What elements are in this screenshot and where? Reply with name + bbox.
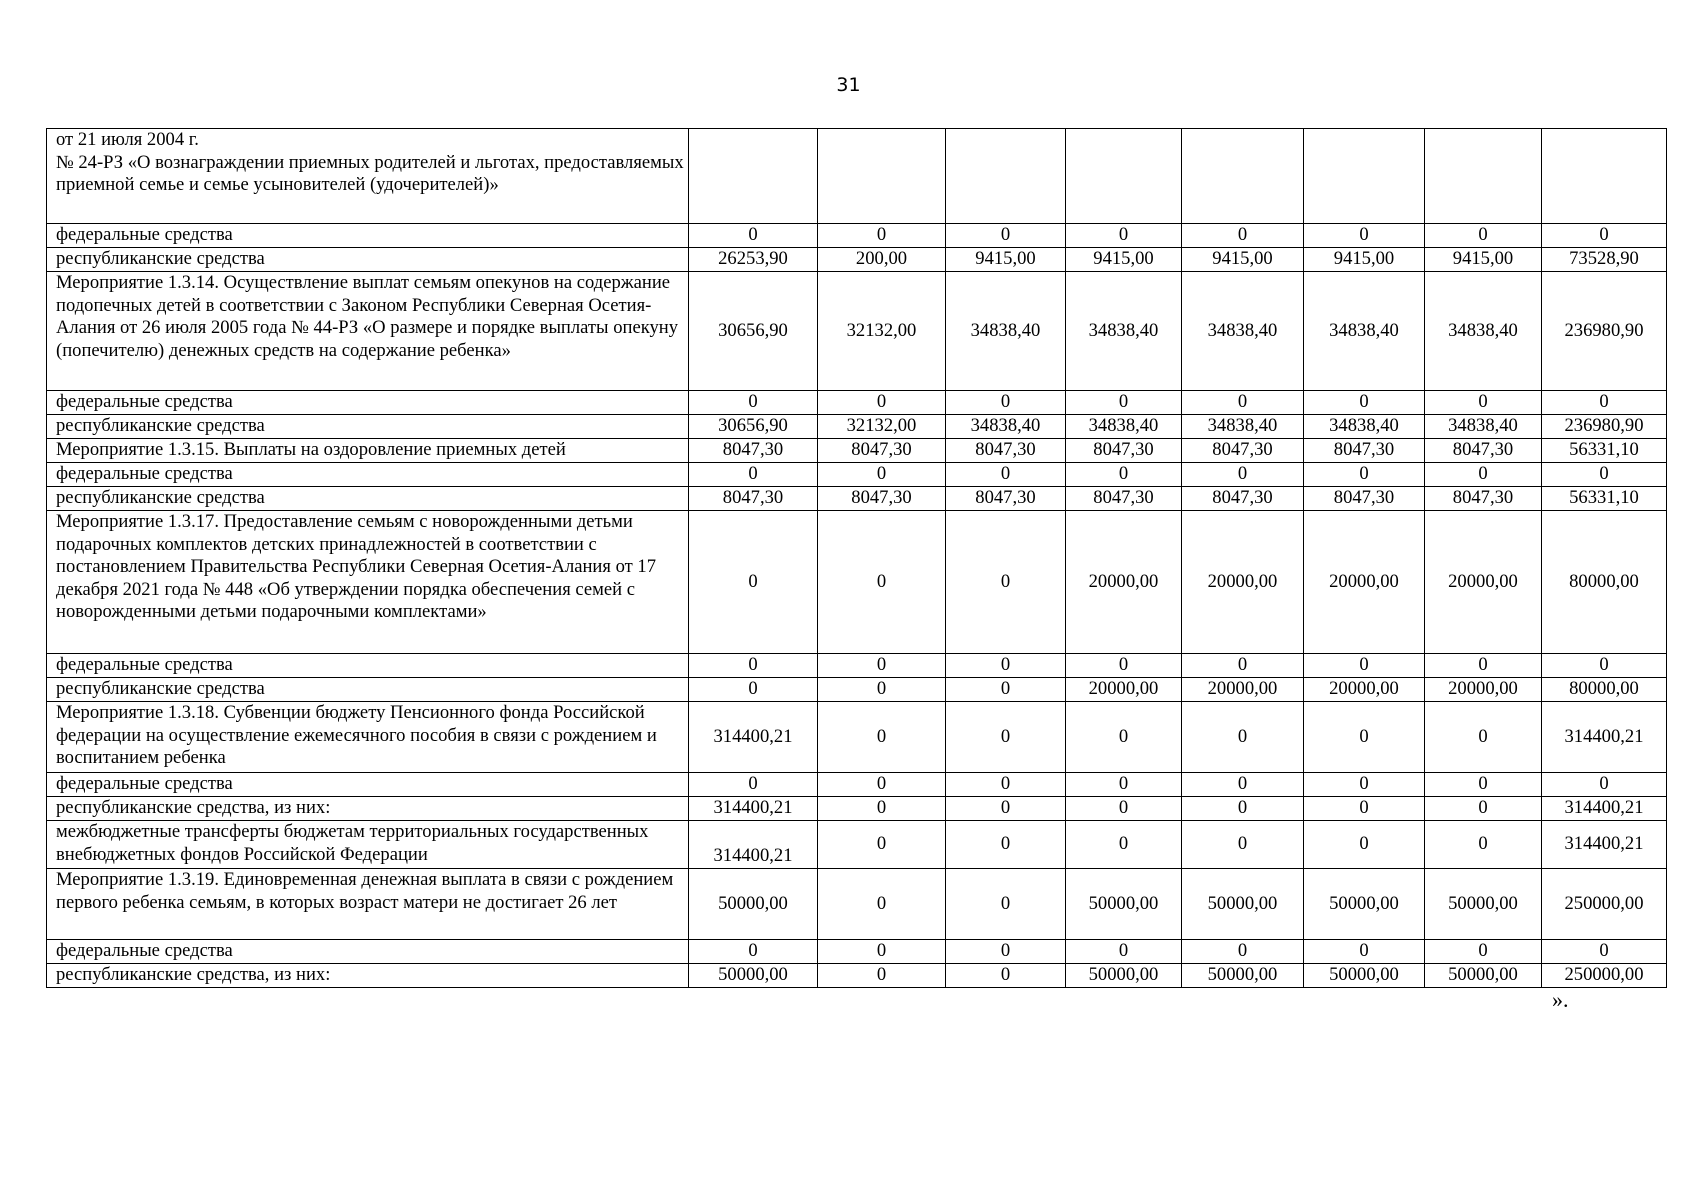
table-row bbox=[47, 439, 1667, 463]
row-label: от 21 июля 2004 г. № 24-РЗ «О вознаграждении приемных родителей и льготах, предоставляемых приемной семье и семье усыновителей (удочерителей)» bbox=[47, 129, 689, 224]
table-row bbox=[47, 415, 1667, 439]
value-cell: 50000,00 bbox=[1182, 869, 1304, 940]
table-row bbox=[47, 463, 1667, 487]
value-cell: 0 bbox=[1066, 821, 1182, 869]
value-cell: 314400,21 bbox=[1542, 821, 1667, 869]
row-label: Мероприятие 1.3.18. Субвенции бюджету Пенсионного фонда Российской федерации на осуществление ежемесячного пособия в связи с рождением и воспитанием ребенка bbox=[47, 702, 689, 773]
value-cell: 8047,30 bbox=[818, 487, 946, 511]
row-label: республиканские средства bbox=[47, 415, 689, 439]
row-label: федеральные средства bbox=[47, 773, 689, 797]
value-cell: 0 bbox=[946, 391, 1066, 415]
row-label: федеральные средства bbox=[47, 940, 689, 964]
value-cell: 0 bbox=[1425, 797, 1542, 821]
value-cell: 314400,21 bbox=[689, 797, 818, 821]
value-cell: 26253,90 bbox=[689, 248, 818, 272]
row-label: Мероприятие 1.3.17. Предоставление семьям с новорожденными детьми подарочных комплектов детских принадлежностей в соответствии с постановлением Правительства Республики Северная Осетия-Алания от 17 декабря 2021 года № 448 «Об утверждении порядка обеспечения семей с новорожденными детьми подарочными комплектами» bbox=[47, 511, 689, 654]
value-cell: 0 bbox=[1542, 773, 1667, 797]
value-cell: 0 bbox=[1425, 821, 1542, 869]
value-cell: 8047,30 bbox=[818, 439, 946, 463]
value-cell: 8047,30 bbox=[689, 487, 818, 511]
value-cell: 0 bbox=[1304, 773, 1425, 797]
value-cell: 0 bbox=[1182, 702, 1304, 773]
value-cell: 32132,00 bbox=[818, 272, 946, 391]
value-cell: 8047,30 bbox=[1425, 487, 1542, 511]
value-cell: 0 bbox=[689, 940, 818, 964]
table-row bbox=[47, 869, 1667, 940]
value-cell: 0 bbox=[946, 964, 1066, 988]
value-cell: 8047,30 bbox=[1304, 487, 1425, 511]
table-row bbox=[47, 821, 1667, 869]
table-row bbox=[47, 129, 1667, 224]
value-cell bbox=[1182, 129, 1304, 224]
value-cell: 34838,40 bbox=[1066, 415, 1182, 439]
value-cell: 314400,21 bbox=[689, 702, 818, 773]
table-row bbox=[47, 272, 1667, 391]
value-cell: 0 bbox=[1066, 773, 1182, 797]
value-cell: 0 bbox=[946, 678, 1066, 702]
value-cell: 0 bbox=[1542, 463, 1667, 487]
value-cell: 250000,00 bbox=[1542, 869, 1667, 940]
table-row bbox=[47, 773, 1667, 797]
table-row bbox=[47, 248, 1667, 272]
value-cell bbox=[1304, 129, 1425, 224]
value-cell: 0 bbox=[946, 463, 1066, 487]
value-cell bbox=[818, 129, 946, 224]
value-cell: 0 bbox=[818, 702, 946, 773]
value-cell: 0 bbox=[1304, 797, 1425, 821]
row-label: федеральные средства bbox=[47, 224, 689, 248]
value-cell: 0 bbox=[818, 773, 946, 797]
value-cell: 0 bbox=[818, 511, 946, 654]
value-cell: 0 bbox=[946, 821, 1066, 869]
value-cell: 80000,00 bbox=[1542, 511, 1667, 654]
value-cell: 0 bbox=[946, 511, 1066, 654]
value-cell: 9415,00 bbox=[1182, 248, 1304, 272]
table-row bbox=[47, 511, 1667, 654]
value-cell: 0 bbox=[1066, 391, 1182, 415]
value-cell: 32132,00 bbox=[818, 415, 946, 439]
budget-table bbox=[46, 128, 1667, 988]
value-cell: 0 bbox=[946, 940, 1066, 964]
row-label: межбюджетные трансферты бюджетам территориальных государственных внебюджетных фондов Российской Федерации bbox=[47, 821, 689, 869]
table-row bbox=[47, 678, 1667, 702]
value-cell: 0 bbox=[946, 869, 1066, 940]
value-cell: 50000,00 bbox=[1304, 964, 1425, 988]
value-cell: 0 bbox=[1542, 224, 1667, 248]
value-cell: 0 bbox=[1425, 654, 1542, 678]
value-cell: 8047,30 bbox=[1425, 439, 1542, 463]
row-label: республиканские средства bbox=[47, 487, 689, 511]
value-cell: 0 bbox=[1066, 702, 1182, 773]
value-cell: 0 bbox=[1542, 391, 1667, 415]
value-cell bbox=[1066, 129, 1182, 224]
value-cell: 0 bbox=[1304, 391, 1425, 415]
value-cell: 0 bbox=[1425, 940, 1542, 964]
value-cell: 0 bbox=[1425, 224, 1542, 248]
value-cell: 236980,90 bbox=[1542, 272, 1667, 391]
value-cell: 8047,30 bbox=[946, 487, 1066, 511]
value-cell: 0 bbox=[1304, 654, 1425, 678]
value-cell: 0 bbox=[946, 224, 1066, 248]
value-cell: 56331,10 bbox=[1542, 439, 1667, 463]
value-cell: 0 bbox=[1304, 940, 1425, 964]
row-label: Мероприятие 1.3.14. Осуществление выплат семьям опекунов на содержание подопечных детей в соответствии с Законом Республики Северная Осетия-Алания от 26 июля 2005 года № 44-РЗ «О размере и порядке выплаты опекуну (попечителю) денежных средств на содержание ребенка» bbox=[47, 272, 689, 391]
value-cell: 0 bbox=[946, 654, 1066, 678]
value-cell: 0 bbox=[1182, 224, 1304, 248]
value-cell: 0 bbox=[1066, 654, 1182, 678]
value-cell: 0 bbox=[1304, 702, 1425, 773]
value-cell: 0 bbox=[946, 797, 1066, 821]
value-cell: 9415,00 bbox=[946, 248, 1066, 272]
value-cell: 0 bbox=[818, 463, 946, 487]
table-row bbox=[47, 964, 1667, 988]
value-cell: 9415,00 bbox=[1066, 248, 1182, 272]
value-cell: 0 bbox=[1182, 391, 1304, 415]
value-cell: 0 bbox=[689, 773, 818, 797]
value-cell: 8047,30 bbox=[1066, 439, 1182, 463]
value-cell: 50000,00 bbox=[1182, 964, 1304, 988]
value-cell: 80000,00 bbox=[1542, 678, 1667, 702]
value-cell bbox=[946, 129, 1066, 224]
value-cell: 0 bbox=[1425, 463, 1542, 487]
value-cell: 200,00 bbox=[818, 248, 946, 272]
value-cell: 0 bbox=[1425, 391, 1542, 415]
value-cell: 34838,40 bbox=[946, 272, 1066, 391]
value-cell: 0 bbox=[818, 821, 946, 869]
table-row bbox=[47, 702, 1667, 773]
value-cell: 314400,21 bbox=[1542, 702, 1667, 773]
value-cell: 0 bbox=[818, 869, 946, 940]
value-cell: 0 bbox=[1425, 702, 1542, 773]
value-cell: 0 bbox=[689, 654, 818, 678]
value-cell: 0 bbox=[1542, 940, 1667, 964]
value-cell: 0 bbox=[689, 224, 818, 248]
value-cell: 0 bbox=[818, 797, 946, 821]
row-label: федеральные средства bbox=[47, 463, 689, 487]
value-cell bbox=[689, 129, 818, 224]
row-label: Мероприятие 1.3.19. Единовременная денежная выплата в связи с рождением первого ребенка семьям, в которых возраст матери не достигает 26 лет bbox=[47, 869, 689, 940]
value-cell: 34838,40 bbox=[1182, 272, 1304, 391]
table-row bbox=[47, 940, 1667, 964]
value-cell: 0 bbox=[818, 654, 946, 678]
value-cell: 0 bbox=[818, 224, 946, 248]
row-label: Мероприятие 1.3.15. Выплаты на оздоровление приемных детей bbox=[47, 439, 689, 463]
value-cell: 0 bbox=[1182, 821, 1304, 869]
value-cell: 34838,40 bbox=[1066, 272, 1182, 391]
value-cell: 50000,00 bbox=[1304, 869, 1425, 940]
value-cell: 0 bbox=[1182, 463, 1304, 487]
value-cell: 30656,90 bbox=[689, 415, 818, 439]
value-cell: 0 bbox=[689, 511, 818, 654]
value-cell: 0 bbox=[818, 678, 946, 702]
value-cell: 236980,90 bbox=[1542, 415, 1667, 439]
value-cell bbox=[1425, 129, 1542, 224]
value-cell: 20000,00 bbox=[1425, 678, 1542, 702]
row-label: республиканские средства bbox=[47, 248, 689, 272]
value-cell: 8047,30 bbox=[689, 439, 818, 463]
value-cell: 9415,00 bbox=[1425, 248, 1542, 272]
value-cell: 50000,00 bbox=[689, 869, 818, 940]
value-cell: 34838,40 bbox=[1425, 272, 1542, 391]
value-cell: 0 bbox=[818, 940, 946, 964]
value-cell: 8047,30 bbox=[1304, 439, 1425, 463]
value-cell: 20000,00 bbox=[1182, 511, 1304, 654]
value-cell: 0 bbox=[689, 391, 818, 415]
value-cell: 8047,30 bbox=[1066, 487, 1182, 511]
row-label: федеральные средства bbox=[47, 391, 689, 415]
value-cell: 0 bbox=[1066, 940, 1182, 964]
value-cell: 34838,40 bbox=[1425, 415, 1542, 439]
value-cell: 73528,90 bbox=[1542, 248, 1667, 272]
value-cell: 0 bbox=[1066, 224, 1182, 248]
value-cell: 20000,00 bbox=[1182, 678, 1304, 702]
value-cell: 0 bbox=[1304, 224, 1425, 248]
value-cell: 0 bbox=[1182, 654, 1304, 678]
value-cell: 50000,00 bbox=[1066, 964, 1182, 988]
value-cell: 8047,30 bbox=[1182, 439, 1304, 463]
value-cell: 314400,21 bbox=[1542, 797, 1667, 821]
table-row bbox=[47, 391, 1667, 415]
table-body bbox=[47, 129, 1667, 988]
table-row bbox=[47, 487, 1667, 511]
row-label: федеральные средства bbox=[47, 654, 689, 678]
value-cell: 0 bbox=[1182, 940, 1304, 964]
value-cell: 34838,40 bbox=[1304, 272, 1425, 391]
page-number: 31 bbox=[836, 74, 861, 96]
value-cell: 50000,00 bbox=[1425, 964, 1542, 988]
value-cell: 0 bbox=[1066, 463, 1182, 487]
value-cell: 34838,40 bbox=[946, 415, 1066, 439]
value-cell: 50000,00 bbox=[689, 964, 818, 988]
value-cell: 9415,00 bbox=[1304, 248, 1425, 272]
value-cell: 314400,21 bbox=[689, 821, 818, 869]
value-cell: 34838,40 bbox=[1182, 415, 1304, 439]
value-cell: 0 bbox=[1182, 797, 1304, 821]
value-cell: 20000,00 bbox=[1304, 511, 1425, 654]
table-row bbox=[47, 224, 1667, 248]
table-row bbox=[47, 797, 1667, 821]
value-cell: 8047,30 bbox=[1182, 487, 1304, 511]
value-cell: 0 bbox=[1542, 654, 1667, 678]
value-cell: 34838,40 bbox=[1304, 415, 1425, 439]
value-cell: 0 bbox=[1304, 463, 1425, 487]
value-cell: 8047,30 bbox=[946, 439, 1066, 463]
value-cell: 50000,00 bbox=[1066, 869, 1182, 940]
value-cell: 0 bbox=[689, 463, 818, 487]
value-cell: 0 bbox=[946, 702, 1066, 773]
value-cell: 0 bbox=[1304, 821, 1425, 869]
value-cell: 20000,00 bbox=[1425, 511, 1542, 654]
value-cell: 0 bbox=[818, 391, 946, 415]
value-cell: 20000,00 bbox=[1066, 678, 1182, 702]
value-cell: 250000,00 bbox=[1542, 964, 1667, 988]
row-label: республиканские средства, из них: bbox=[47, 797, 689, 821]
value-cell: 0 bbox=[1182, 773, 1304, 797]
value-cell: 20000,00 bbox=[1066, 511, 1182, 654]
value-cell: 56331,10 bbox=[1542, 487, 1667, 511]
value-cell: 20000,00 bbox=[1304, 678, 1425, 702]
value-cell: 50000,00 bbox=[1425, 869, 1542, 940]
table-row bbox=[47, 654, 1667, 678]
closing-quote: ». bbox=[1552, 987, 1569, 1012]
value-cell: 0 bbox=[1425, 773, 1542, 797]
value-cell bbox=[1542, 129, 1667, 224]
value-cell: 30656,90 bbox=[689, 272, 818, 391]
row-label: республиканские средства bbox=[47, 678, 689, 702]
row-label: республиканские средства, из них: bbox=[47, 964, 689, 988]
value-cell: 0 bbox=[818, 964, 946, 988]
value-cell: 0 bbox=[946, 773, 1066, 797]
value-cell: 0 bbox=[689, 678, 818, 702]
value-cell: 0 bbox=[1066, 797, 1182, 821]
